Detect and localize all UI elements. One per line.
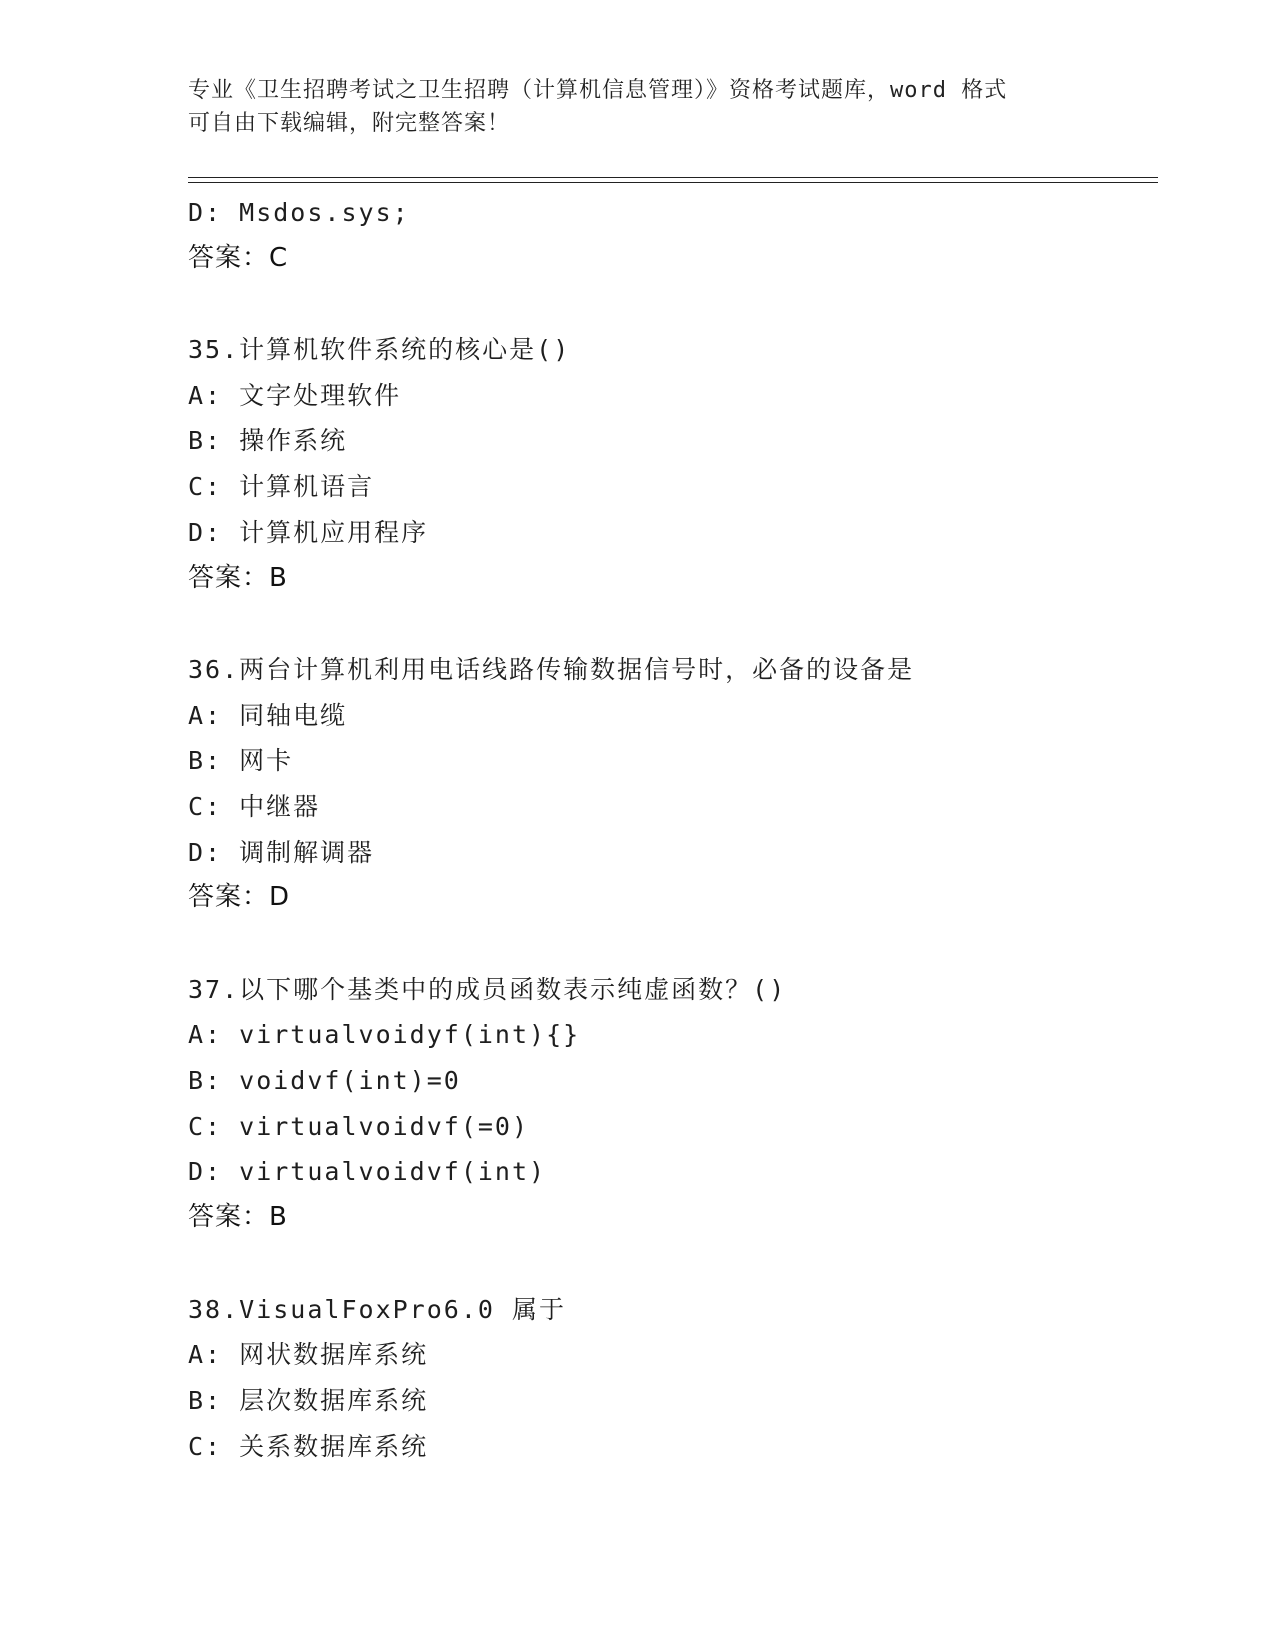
option-d: D: virtualvoidvf(int) <box>188 1157 547 1187</box>
header-line-2: 可自由下载编辑，附完整答案！ <box>188 111 511 136</box>
spacer <box>188 921 1168 967</box>
question-35 <box>188 327 1168 601</box>
option-c: C: 中继器 <box>188 791 321 821</box>
option-d: D: Msdos.sys; <box>188 198 410 227</box>
header-line-1: 专业《卫生招聘考试之卫生招聘（计算机信息管理）》资格考试题库，word 格式 <box>188 78 1008 103</box>
option-a: A: 同轴电缆 <box>188 700 348 730</box>
header-divider-top <box>188 177 1158 178</box>
question-stem: 35.计算机软件系统的核心是() <box>188 335 571 365</box>
answer: 答案：C <box>188 242 289 273</box>
option-c: C: virtualvoidvf(=0) <box>188 1111 530 1141</box>
option-b: B: 操作系统 <box>188 426 348 456</box>
answer: 答案：D <box>188 882 291 913</box>
option-a: A: virtualvoidyf(int){} <box>188 1020 581 1050</box>
option-b: B: 网卡 <box>188 746 294 776</box>
option-b: B: voidvf(int)=0 <box>188 1066 461 1096</box>
option-d: D: 调制解调器 <box>188 837 375 867</box>
spacer <box>188 601 1168 647</box>
option-c: C: 计算机语言 <box>188 472 375 502</box>
option-a: A: 网状数据库系统 <box>188 1340 429 1370</box>
question-stem: 37.以下哪个基类中的成员函数表示纯虚函数？() <box>188 974 787 1004</box>
question-stem: 36.两台计算机利用电话线路传输数据信号时，必备的设备是 <box>188 654 915 684</box>
option-c: C: 关系数据库系统 <box>188 1431 429 1461</box>
spacer <box>188 1241 1168 1287</box>
option-b: B: 层次数据库系统 <box>188 1385 429 1415</box>
question-36 <box>188 647 1168 921</box>
question-list <box>188 190 1168 1469</box>
answer: 答案：B <box>188 562 288 593</box>
document-header <box>188 74 1088 140</box>
option-a: A: 文字处理软件 <box>188 380 402 410</box>
option-d: D: 计算机应用程序 <box>188 517 429 547</box>
question-37 <box>188 967 1168 1241</box>
spacer <box>188 281 1168 327</box>
answer: 答案：B <box>188 1202 288 1233</box>
question-38 <box>188 1287 1168 1470</box>
question-stem: 38.VisualFoxPro6.0 属于 <box>188 1294 566 1324</box>
header-divider-bottom <box>188 182 1158 183</box>
